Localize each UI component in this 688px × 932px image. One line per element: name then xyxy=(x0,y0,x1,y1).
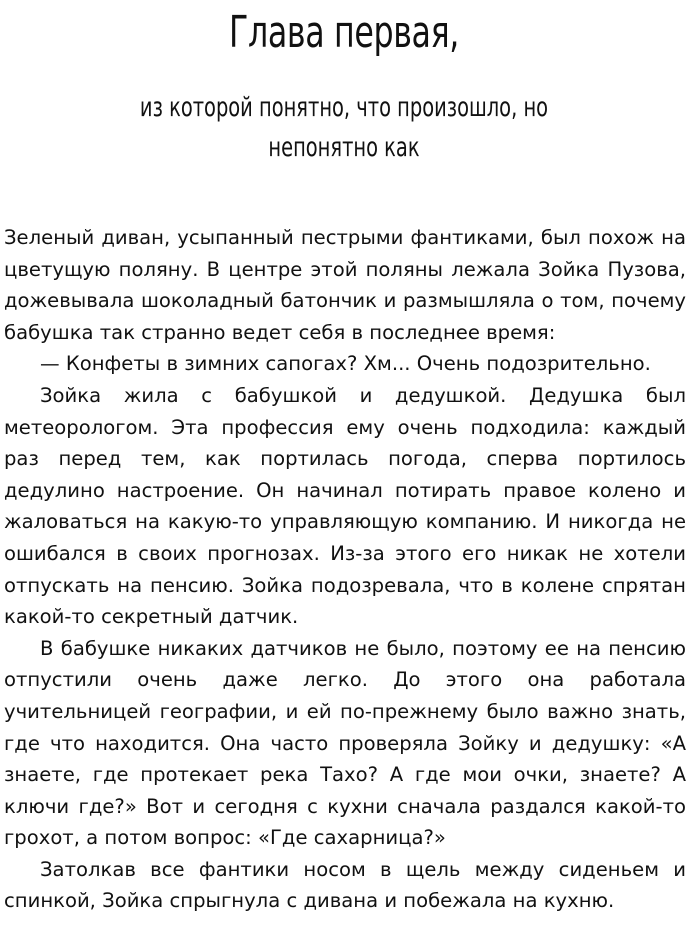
chapter-subtitle: из которой понятно, что произошло, но непонятно как xyxy=(139,92,549,163)
paragraph: — Конфеты в зимних сапогах? Хм... Очень подозрительно. xyxy=(40,352,651,376)
paragraph: Зеленый диван, усыпанный пестрыми фантиками, был похож на цветущую поляну. В центре этой поляны лежала Зойка Пузова, дожевывала шоколадный батончик и размышляла о том, почему бабушка так странно ведет себя в последнее время: xyxy=(4,226,686,344)
chapter-body xyxy=(4,222,686,917)
paragraph: В бабушке никаких датчиков не было, поэтому ее на пенсию отпустили очень даже легко. До этого она работала учительницей географии, и ей по-прежнему было важно знать, где что находится. Она часто проверяла Зойку и дедушку: «А знаете, где протекает река Тахо? А где мои очки, знаете? А ключи где?» Вот и сегодня с кухни сначала раздался какой-то грохот, а потом вопрос: «Где сахарница?» xyxy=(4,636,686,850)
paragraph: Затолкав все фантики носом в щель между сиденьем и спинкой, Зойка спрыгнула с дивана и побежала на кухню. xyxy=(4,857,686,913)
chapter-title: Глава первая, xyxy=(229,7,459,58)
paragraph: Зойка жила с бабушкой и дедушкой. Дедушка был метеорологом. Эта профессия ему очень подходила: каждый раз перед тем, как портилась погода, сперва портилось дедулино настроение. Он начинал потирать правое колено и жаловаться на какую-то управляющую компанию. И никогда не ошибался в своих прогнозах. Из-за этого его никак не хотели отпускать на пенсию. Зойка подозревала, что в колене спрятан какой-то секретный датчик. xyxy=(4,383,686,629)
